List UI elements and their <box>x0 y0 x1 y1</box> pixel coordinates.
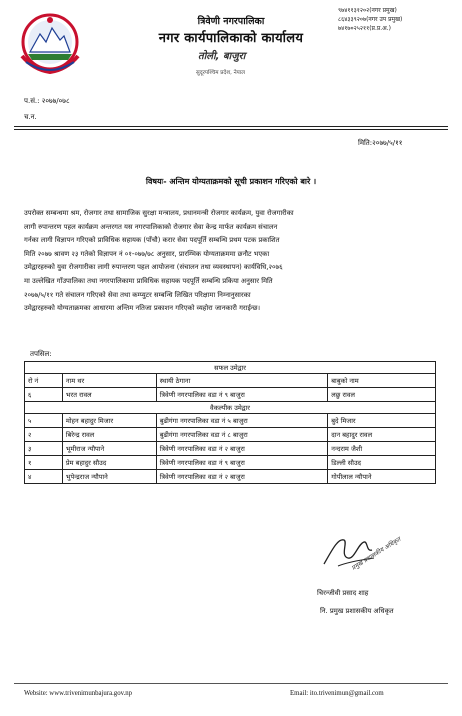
table-row <box>25 456 436 470</box>
signatory-name: चिरन्जीवी प्रसाद शाह <box>317 589 369 597</box>
column-header: रो नं <box>25 374 63 388</box>
table-row <box>25 442 436 456</box>
header-divider-thin <box>14 129 448 130</box>
cell-roll-no: ४ <box>25 470 63 484</box>
cell-address: त्रिवेणी नगरपालिका वडा नं ९ बाजुरा <box>156 388 328 402</box>
office-address: सुदूरपश्चिम प्रदेश, नेपाल <box>196 70 245 76</box>
column-header: स्थायी ठेगाना <box>156 374 328 388</box>
body-line: मा उल्लेखित गाँउपालिका तथा नगरपालिकामा प्राविधिक सहायक पदपूर्ति सम्बन्धि प्रकिया अनुसार मिति <box>24 276 273 285</box>
cell-roll-no: २ <box>25 428 63 442</box>
table-row <box>25 414 436 428</box>
body-line: लागी रुपान्तरण पहल कार्यक्रम अन्तरगत यस नगरपालिकाको रोजगार सेवा केन्द्र मार्फत कार्यक्रम संचालन <box>24 222 278 231</box>
footer-divider <box>14 683 448 684</box>
cell-address: बुढीगंगा नगरपालिका वडा नं ५ बाजुरा <box>156 414 328 428</box>
cell-address: बुढीगंगा नगरपालिका वडा नं ८ बाजुरा <box>156 428 328 442</box>
table-row <box>25 470 436 484</box>
letter-subject: विषयः- अन्तिम योग्यताक्रमको सूची प्रकाशन गरिएको बारे । <box>145 177 317 186</box>
handwritten-signature <box>318 530 378 572</box>
office-stamp: तोली, बाजुरा <box>198 51 246 62</box>
column-header: बाबुको नाम <box>328 374 436 388</box>
body-line: उमेद्वारहरुको युवा रोजगारीका लागी रुपान्तरण पहल आयोजना (संचालन तथा व्यवस्थापन) कार्यविधि,२०७६ <box>24 263 283 272</box>
table-section-header <box>25 402 436 414</box>
contact-line: ८६४३३९२०७(नगर उप प्रमुख) <box>338 16 403 23</box>
body-line: मिति २०७७ श्रावण २३ गतेको विज्ञापन नं ०१-०७७/७८ अनुसार, प्रारम्भिक योग्यताक्रममा छनौट भएका <box>24 249 270 258</box>
cell-father-name: डिल्ली सौउद <box>328 456 436 470</box>
signatory-title: नि. प्रमुख प्रशासकीय अधिकृत <box>320 607 394 615</box>
cell-name: मोहन बहादुर मिजार <box>62 414 156 428</box>
contact-numbers <box>338 6 402 33</box>
body-line: २०७७/५/११ गते संचालन गरिएको सेवा तथा कम्प्युटर सम्बन्धि लिखित परिक्षामा निम्नानुसारका <box>24 290 251 299</box>
cell-roll-no: ५ <box>25 414 63 428</box>
letter-number: प.सं.: २०७७/०७८ <box>24 97 70 105</box>
cell-roll-no: १ <box>25 456 63 470</box>
cell-name: भूमीराज न्यौपाने <box>62 442 156 456</box>
footer-website: Website: www.trivenimunbajura.gov.np <box>24 690 133 697</box>
header-divider <box>14 126 448 127</box>
cell-roll-no: ३ <box>25 442 63 456</box>
cell-father-name: दान बहादुर रावल <box>328 428 436 442</box>
cell-name: भरत रावल <box>62 388 156 402</box>
cell-address: त्रिवेणी नगरपालिका वडा नं ९ बाजुरा <box>156 456 328 470</box>
table-intro: तपसिल: <box>30 350 52 358</box>
alternate-header: वैकल्पीक उमेद्वार <box>25 402 436 414</box>
table-row <box>25 428 436 442</box>
letter-body <box>24 207 432 316</box>
cell-name: भुपेन्द्रराज न्यौपाने <box>62 470 156 484</box>
column-header: नाम थर <box>62 374 156 388</box>
cell-father-name: बुदे मिजार <box>328 414 436 428</box>
successful-header: सफल उमेद्वार <box>25 362 436 374</box>
cell-father-name: गोपीलाल न्यौपाने <box>328 470 436 484</box>
body-line: उपरोक्त सम्बन्धमा श्रम, रोजगार तथा सामाजिक सुरक्षा मन्त्रालय, प्रधानमन्त्री रोजगार कार्यक्रम, युवा रोजगारीका <box>24 209 294 217</box>
cell-name: बिरेन्द्र रावल <box>62 428 156 442</box>
candidate-table <box>24 361 436 484</box>
dispatch-number: च.न. <box>24 113 37 121</box>
contact-line: ९७४११३१२०२(नगर प्रमुख) <box>338 7 397 14</box>
footer-email: Email: ito.trivenimun@gmail.com <box>290 690 384 697</box>
table-header-row <box>25 374 436 388</box>
cell-roll-no: ६ <box>25 388 63 402</box>
cell-father-name: नन्दराम जैशी <box>328 442 436 456</box>
cell-name: प्रेम बहादुर सौउद <box>62 456 156 470</box>
signature-stamp: प्रमुख प्रशासकीय अधिकृत <box>350 535 403 572</box>
table-row <box>25 388 436 402</box>
cell-address: त्रिवेणी नगरपालिका वडा नं २ बाजुरा <box>156 470 328 484</box>
office-name: नगर कार्यपालिकाको कार्यालय <box>158 31 304 46</box>
letter-date: मिति:२०७७/५/११ <box>358 139 403 147</box>
contact-line: ७४१७०२५२११(प्र.प्र.अ.) <box>338 25 392 32</box>
table-section-header <box>25 362 436 374</box>
body-line: गर्नका लागी विज्ञापन गरिएको प्राविधिक सहायक (पाँचौ) करार सेवा पदपूर्ति सम्बन्धि प्रथम पटक प्रकाशित <box>24 236 280 245</box>
org-name: त्रिवेणी नगरपालिका <box>197 16 265 27</box>
cell-address: त्रिवेणी नगरपालिका वडा नं २ बाजुरा <box>156 442 328 456</box>
cell-father-name: लछु रावल <box>328 388 436 402</box>
body-line: उमेद्वारहरुको योग्यताक्रमका आधारमा अन्तिम नतिजा प्रकाशन गरिएको व्यहोरा जानकारी गराईन्छ। <box>24 304 261 313</box>
